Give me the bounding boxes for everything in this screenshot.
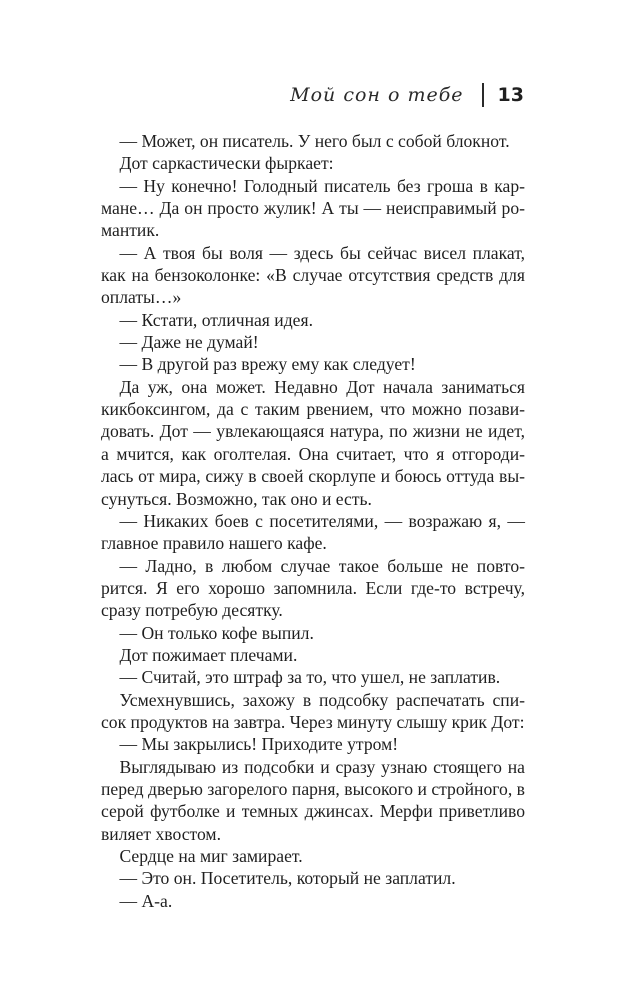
paragraph: — Это он. Посетитель, который не заплатил. — [119, 868, 456, 889]
running-header — [290, 80, 524, 110]
paragraph: — В другой раз врежу ему как следует! — [119, 354, 416, 375]
paragraph: Да уж, она может. Недавно Дот начала заниматься кикбоксингом, да с таким рвением, что можно позавидовать. Дот — увлекающаяся натура, по жизни не идет, а мчится, как оголтелая. Она считает, что я отгородилась от мира, сижу в своей скорлупе и боюсь оттуда высунуться. Возможно, так оно и есть. — [101, 376, 525, 509]
paragraph: — Считай, это штраф за то, что ушел, не заплатив. — [119, 667, 501, 688]
paragraph: Выглядываю из подсобки и сразу узнаю стоящего на перед дверью загорелого парня, высокого и стройного, в серой футболке и темных джинсах. Мерфи приветливо виляет хвостом. — [101, 756, 525, 844]
paragraph: — Мы закрылись! Приходите утром! — [119, 734, 399, 755]
paragraph: — Даже не думай! — [119, 332, 259, 353]
paragraph: — А твоя бы воля — здесь бы сейчас висел плакат, как на бензоколонке: «В случае отсутствия средств для оплаты…» — [101, 242, 525, 308]
paragraph: Дот саркастически фыркает: — [119, 153, 334, 174]
paragraph: — Ну конечно! Голодный писатель без гроша в кармане… Да он просто жулик! А ты — неисправимый романтик. — [101, 175, 525, 241]
paragraph: — Кстати, отличная идея. — [119, 309, 313, 330]
paragraph: — Он только кофе выпил. — [119, 622, 314, 643]
paragraph: — Ладно, в любом случае такое больше не повторится. Я его хорошо запомнила. Если где-то встречу, сразу потребую десятку. — [101, 555, 525, 621]
paragraph: — Может, он писатель. У него был с собой блокнот. — [119, 131, 510, 151]
paragraph: Сердце на миг замирает. — [119, 846, 303, 866]
paragraph: Дот пожимает плечами. — [119, 644, 298, 665]
paragraph: — Никаких боев с посетителями, — возражаю я, — главное правило нашего кафе. — [101, 510, 525, 554]
paragraph: — А-а. — [119, 890, 173, 911]
body-text — [101, 130, 525, 912]
header-divider — [482, 83, 484, 107]
running-title: Мой сон о тебе — [290, 84, 464, 106]
paragraph: Усмехнувшись, захожу в подсобку распечатать список продуктов на завтра. Через минуту слышу крик Дот: — [101, 689, 525, 732]
page-number: 13 — [497, 84, 524, 106]
